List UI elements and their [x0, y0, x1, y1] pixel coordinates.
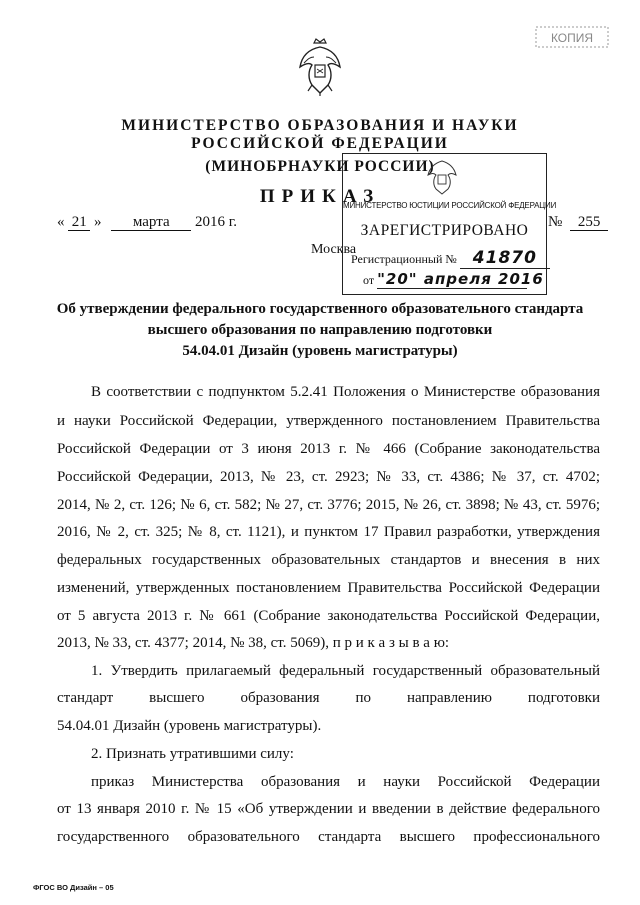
- body-line: Российской Федерации, 2013, № 23, ст. 2923; № 33, ст. 4386; № 37, ст. 4702;: [57, 469, 600, 485]
- registration-stamp: [342, 153, 557, 295]
- subject-line-2: высшего образования по направлению подготовки: [147, 322, 493, 338]
- order-city: Москва: [311, 242, 357, 257]
- order-number-value: 255: [570, 214, 608, 231]
- body-line: 54.04.01 Дизайн (уровень магистратуры).: [57, 718, 322, 734]
- subject-line-1: Об утверждении федерального государственного образовательного стандарта: [56, 301, 584, 317]
- body-line: 2. Признать утратившими силу:: [91, 746, 294, 762]
- order-number: [548, 214, 608, 231]
- ministry-short-name: (МИНОБРНАУКИ РОССИИ): [205, 158, 435, 175]
- number-sign: №: [548, 214, 563, 230]
- body-line: и науки Российской Федерации, утвержденного постановлением Правительства: [57, 413, 600, 429]
- body-line: от 5 августа 2013 г. № 661 (Собрание законодательства Российской Федерации,: [57, 608, 600, 624]
- ministry-name-line2: РОССИЙСКОЙ ФЕДЕРАЦИИ: [191, 135, 449, 152]
- body-line: 1. Утвердить прилагаемый федеральный государственный образовательный: [91, 663, 600, 679]
- order-year: 2016 г.: [195, 214, 237, 230]
- page-footer: ФГОС ВО Дизайн – 05: [33, 883, 114, 892]
- order-title: ПРИКАЗ: [259, 186, 381, 207]
- reg-number-value: 41870: [460, 248, 550, 269]
- coat-of-arms-emblem: [298, 37, 342, 97]
- reg-stamp-title: ЗАРЕГИСТРИРОВАНО: [360, 222, 529, 239]
- order-subject: [0, 299, 640, 362]
- date-quote-close: »: [94, 214, 102, 230]
- body-line: государственного образовательного стандарта высшего профессионального: [57, 829, 600, 845]
- order-day: 21: [68, 214, 90, 231]
- copy-stamp: [532, 23, 612, 51]
- body-line: приказ Министерства образования и науки Российской Федерации: [91, 774, 600, 790]
- body-line: федеральных государственных образовательных стандартов и внесения в них: [57, 552, 600, 568]
- justice-ministry-emblem-icon: [426, 157, 458, 197]
- reg-date-row: [363, 270, 544, 289]
- order-month: марта: [111, 214, 191, 231]
- body-line: 2013, № 33, ст. 4377; 2014, № 38, ст. 5069), п р и к а з ы в а ю:: [57, 635, 450, 651]
- body-line: 2016, № 2, ст. 325; № 8, ст. 1121), и пунктом 17 Правил разработки, утверждения: [57, 524, 600, 540]
- order-date: [57, 214, 237, 231]
- body-line: Российской Федерации от 3 июня 2013 г. № 466 (Собрание законодательства: [57, 441, 600, 457]
- date-quote-open: «: [57, 214, 65, 230]
- reg-number-row: [351, 248, 550, 269]
- reg-number-label: Регистрационный №: [351, 252, 457, 266]
- subject-line-3: 54.04.01 Дизайн (уровень магистратуры): [182, 343, 458, 359]
- reg-date-label: от: [363, 273, 375, 287]
- body-line: 2014, № 2, ст. 126; № 6, ст. 582; № 27, ст. 3776; 2015, № 26, ст. 3898; № 43, ст. 5976;: [57, 497, 600, 513]
- body-line: В соответствии с подпунктом 5.2.41 Положения о Министерстве образования: [91, 384, 600, 400]
- copy-stamp-text: КОПИЯ: [550, 31, 594, 45]
- body-line: изменений, утвержденных постановлением Правительства Российской Федерации: [57, 580, 600, 596]
- ministry-name-line1: МИНИСТЕРСТВО ОБРАЗОВАНИЯ И НАУКИ: [121, 117, 519, 134]
- reg-stamp-ministry: МИНИСТЕРСТВО ЮСТИЦИИ РОССИЙСКОЙ ФЕДЕРАЦИИ: [343, 201, 557, 210]
- body-line: стандарт высшего образования по направлению подготовки: [57, 690, 600, 706]
- body-line: от 13 января 2010 г. № 15 «Об утверждении и введении в действие федерального: [57, 801, 600, 817]
- reg-date-value: "20" апреля 2016: [377, 270, 544, 288]
